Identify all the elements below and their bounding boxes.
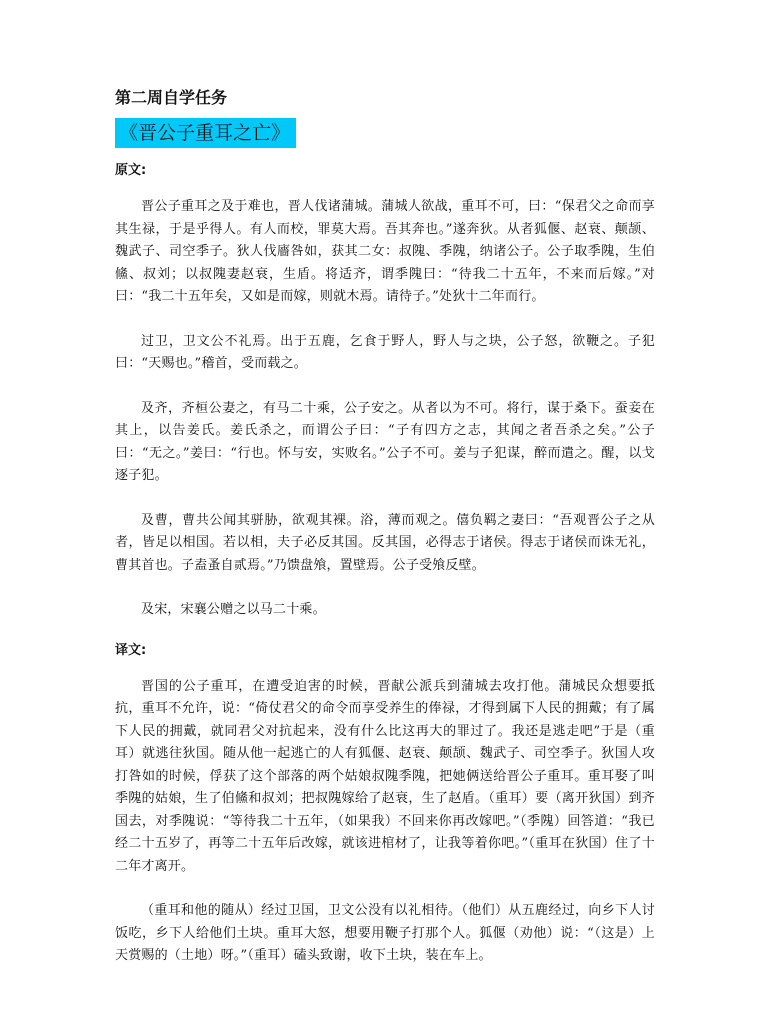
- page-title: 第二周自学任务: [115, 88, 228, 107]
- original-paragraph: 过卫，卫文公不礼焉。出于五鹿，乞食于野人，野人与之块，公子怒，欲鞭之。子犯曰：“天赐也。”稽首，受而载之。: [115, 333, 655, 371]
- original-paragraph: 及宋，宋襄公赠之以马二十乘。: [141, 602, 326, 617]
- translation-paragraph: 晋国的公子重耳，在遭受迫害的时候，晋献公派兵到蒲城去攻打他。蒲城民众想要抵抗，重耳不允许，说：“倚仗君父的命令而享受养生的俸禄，才得到属下人民的拥戴；有了属下人民的拥戴，就同君父对抗起来，没有什么比这再大的罪过了。我还是逃走吧”于是（重耳）就逃往狄国。随从他一起逃亡的人有狐偃、赵衰、颠颉、魏武子、司空季子。狄国人攻打咎如的时候，俘获了这个部落的两个姑娘叔隗季隗，把她俩送给晋公子重耳。重耳娶了叫季隗的姑娘，生了伯鯈和叔刘；把叔隗嫁给了赵衰，生了赵盾。（重耳）要（离开狄国）到齐国去，对季隗说：“等待我二十五年，（如果我）不回来你再改嫁吧。”（季隗）回答道：“我已经二十五岁了，再等二十五年后改嫁，就该进棺材了，让我等着你吧。”（重耳在狄国）住了十二年才离开。: [115, 678, 655, 874]
- section-heading-original: 原文:: [115, 163, 147, 178]
- original-paragraph: 及齐，齐桓公妻之，有马二十乘，公子安之。从者以为不可。将行，谋于桑下。蚕妾在其上，以告姜氏。姜氏杀之，而谓公子曰：“子有四方之志，其闻之者吾杀之矣。”公子曰：“无之。”姜曰：“行也。怀与安，实败名。”公子不可。姜与子犯谋，醉而遣之。醒，以戈逐子犯。: [115, 400, 655, 483]
- translation-paragraph: （重耳和他的随从）经过卫国，卫文公没有以礼相待。（他们）从五鹿经过，向乡下人讨饭吃，乡下人给他们土块。重耳大怒，想要用鞭子打那个人。狐偃（劝他）说：“（这是）上天赏赐的（土地）呀。”（重耳）磕头致谢，收下土块，装在车上。: [115, 903, 655, 963]
- original-paragraph: 晋公子重耳之及于难也，晋人伐诸蒲城。蒲城人欲战，重耳不可，曰：“保君父之命而享其生禄，于是乎得人。有人而校，罪莫大焉。吾其奔也。”遂奔狄。从者狐偃、赵衰、颠颉、魏武子、司空季子。狄人伐廧咎如，获其二女：叔隗、季隗，纳诸公子。公子取季隗，生伯鯈、叔刘；以叔隗妻赵衰，生盾。将适齐，谓季隗曰：“待我二十五年，不来而后嫁。”对曰：“我二十五年矣，又如是而嫁，则就木焉。请待子。”处狄十二年而行。: [115, 199, 655, 304]
- document-page: [115, 88, 655, 990]
- highlighted-heading: 《晋公子重耳之亡》: [115, 118, 296, 148]
- original-paragraph: 及曹，曹共公闻其骈胁，欲观其裸。浴，薄而观之。僖负羁之妻曰：“吾观晋公子之从者，皆足以相国。若以相，夫子必反其国。反其国，必得志于诸侯。得志于诸侯而诛无礼，曹其首也。子盍蚤自贰焉。”乃馈盘飧，置壁焉。公子受飧反壁。: [115, 512, 655, 573]
- section-heading-translation: 译文:: [115, 642, 147, 658]
